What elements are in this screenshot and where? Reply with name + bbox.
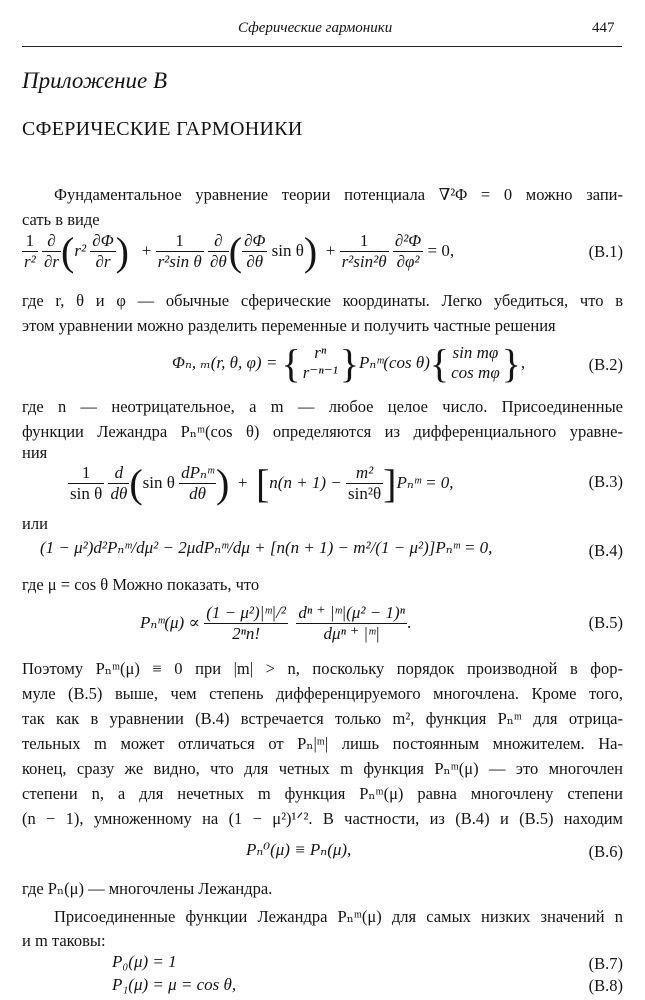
b1-t1-inner-num: ∂Φ xyxy=(92,230,114,250)
para-1-line-1: Фундаментальное уравнение теории потенциала ∇²Φ = 0 можно запи- xyxy=(54,185,623,204)
b1-t2-inner-num: ∂Φ xyxy=(244,230,266,250)
para-2-line-2: этом уравнении можно разделить переменные и получить частные решения xyxy=(22,316,556,335)
b3-d-den: dθ xyxy=(110,483,128,503)
equation-number-b8: (В.8) xyxy=(588,976,623,995)
b1-paren-open: ( xyxy=(61,228,75,274)
equation-number-b1: (В.1) xyxy=(588,242,623,261)
b5-f2-den: dμⁿ ⁺ |ᵐ| xyxy=(296,623,407,644)
para-5-line-7: (n − 1), умноженному на (1 − μ²)¹ᐟ². В частности, из (В.4) и (В.5) находим xyxy=(22,809,623,828)
b5-f1-den: 2ⁿn! xyxy=(204,623,288,644)
b3-plus: + xyxy=(237,473,248,492)
para-6: где Pₙ(μ) — многочлены Лежандра. xyxy=(22,879,273,898)
page-number: 447 xyxy=(592,20,615,36)
equation-b1 xyxy=(22,226,454,276)
b2-brace-open-2: { xyxy=(429,340,450,386)
or-word: или xyxy=(22,514,48,533)
equation-number-b4: (В.4) xyxy=(588,541,623,560)
equation-number-b5: (В.5) xyxy=(588,613,623,632)
b3-bracket-close: ] xyxy=(383,460,397,506)
b1-t2-inner-den: ∂θ xyxy=(242,251,267,272)
b3-paren-open: ( xyxy=(129,460,143,506)
para-3-line-2: функции Лежандра Pₙᵐ(cos θ) определяются из дифференциального уравне- xyxy=(22,422,623,441)
b1-paren-close-2: ) xyxy=(303,228,318,274)
para-1-line-2: сать в виде xyxy=(22,210,100,229)
b1-plus-1: + xyxy=(141,241,152,260)
equation-number-b3: (В.3) xyxy=(588,472,623,491)
chapter-title: СФЕРИЧЕСКИЕ ГАРМОНИКИ xyxy=(22,118,303,140)
equation-number-b7: (В.7) xyxy=(588,954,623,973)
para-5-line-3: так как в уравнении (В.4) встречается только m², функция Pₙᵐ для отрица- xyxy=(22,709,623,728)
b3-d-num: d xyxy=(114,462,124,482)
b1-plus-2: + xyxy=(325,241,336,260)
b3-m2-num: m² xyxy=(355,462,374,482)
b3-paren-close: ) xyxy=(216,460,230,506)
equation-b5 xyxy=(140,596,411,650)
b2-brace-open: { xyxy=(281,340,301,386)
b1-t1-den: r² xyxy=(24,251,36,271)
b1-t2-op: ∂ xyxy=(214,230,223,250)
para-5-line-6: степени n, а для нечетных m функция Pₙᵐ(μ) равна многочлену степени xyxy=(22,784,623,803)
b1-t2-sin: sin θ xyxy=(271,241,304,260)
para-4: где μ = cos θ Можно показать, что xyxy=(22,575,260,594)
para-2-line-1: где r, θ и φ — обычные сферические координаты. Легко убедиться, что в xyxy=(22,291,623,310)
b1-t3-op-den: ∂φ² xyxy=(393,251,423,272)
equation-b7: P₀(μ) = 1 xyxy=(112,952,177,971)
para-5-line-2: муле (В.5) выше, чем степень дифференцируемого многочлена. Кроме того, xyxy=(22,684,623,703)
b3-m2-den: sin²θ xyxy=(348,483,382,503)
b1-t1-op: ∂ xyxy=(47,230,56,250)
header-rule xyxy=(22,46,622,47)
b1-t1-op-den: ∂r xyxy=(43,251,59,271)
b5-lhs: Pₙᵐ(μ) ∝ xyxy=(140,613,200,632)
b1-paren-close: ) xyxy=(115,228,129,274)
b3-den: sin θ xyxy=(70,483,103,503)
equation-number-b2: (В.2) xyxy=(588,355,623,374)
equation-b4: (1 − μ²)d²Pₙᵐ/dμ² − 2μdPₙᵐ/dμ + [n(n + 1) − m²/(1 − μ²)]Pₙᵐ = 0, xyxy=(40,538,493,557)
appendix-title: Приложение В xyxy=(22,68,168,93)
equation-b2 xyxy=(172,337,525,389)
b3-sin: sin θ xyxy=(142,473,175,492)
running-title: Сферические гармоники xyxy=(238,20,393,36)
b2-brace-close-2: } xyxy=(501,340,521,386)
b3-rhs: Pₙᵐ = 0, xyxy=(396,473,454,492)
b1-t2-den: r²sin θ xyxy=(157,251,202,271)
para-5-line-5: конец, сразу же видно, что для четных m функция Pₙᵐ(μ) — это многочлен xyxy=(22,759,623,778)
b2-lhs: Φₙ, ₘ(r, θ, φ) = xyxy=(172,353,278,372)
b3-mid: n(n + 1) − xyxy=(269,473,342,492)
b1-t1-inner: r² xyxy=(74,241,87,260)
b2-r-bot: cos mφ xyxy=(451,363,500,382)
b1-t1-inner-den: ∂r xyxy=(90,251,115,272)
b3-dp-den: dθ xyxy=(179,483,216,504)
b2-brace-close: } xyxy=(339,340,359,386)
b5-f1-num: (1 − μ²)|ᵐ|/² xyxy=(206,602,286,622)
b3-bracket-open: [ xyxy=(255,460,270,506)
b1-t2-num: 1 xyxy=(175,230,184,250)
b5-f2-num: dⁿ ⁺ |ᵐ|(μ² − 1)ⁿ xyxy=(298,602,405,622)
b2-mid: Pₙᵐ(cos θ) xyxy=(358,353,430,372)
para-5-line-4: тельных m может отличаться от Pₙ|ᵐ| лишь постоянным множителем. На- xyxy=(22,734,623,753)
b2-r-top: sin mφ xyxy=(452,343,499,362)
para-3-line-1: где n — неотрицательное, a m — любое целое число. Присоединенные xyxy=(22,397,623,416)
b2-top: rⁿ xyxy=(314,343,327,362)
b1-t1-num: 1 xyxy=(25,230,35,250)
b1-t3-op: ∂²Φ xyxy=(394,230,422,250)
b3-num: 1 xyxy=(81,462,91,482)
b1-rhs: = 0, xyxy=(427,241,455,260)
b2-bot: r⁻ⁿ⁻¹ xyxy=(302,363,338,382)
para-7-line-1: Присоединенные функции Лежандра Pₙᵐ(μ) для самых низких значений n xyxy=(54,907,623,926)
equation-b3 xyxy=(68,456,454,510)
para-5-line-1: Поэтому Pₙᵐ(μ) ≡ 0 при |m| > n, поскольку порядок производной в фор- xyxy=(22,659,623,678)
equation-number-b6: (В.6) xyxy=(588,842,623,861)
b1-t3-den: r²sin²θ xyxy=(341,251,387,271)
para-3-line-3: ния xyxy=(22,443,48,462)
b5-tail: . xyxy=(406,613,412,632)
b1-paren-open-2: ( xyxy=(228,228,243,274)
equation-b6: Pₙ⁰(μ) ≡ Pₙ(μ), xyxy=(246,840,352,859)
equation-b8: P₁(μ) = μ = cos θ, xyxy=(112,975,237,994)
para-7-line-2: и m таковы: xyxy=(22,931,106,950)
b3-dp-num: dPₙᵐ xyxy=(181,462,215,482)
b1-t3-num: 1 xyxy=(359,230,369,250)
b1-t2-op-den: ∂θ xyxy=(209,251,227,271)
b2-tail: , xyxy=(520,353,526,372)
